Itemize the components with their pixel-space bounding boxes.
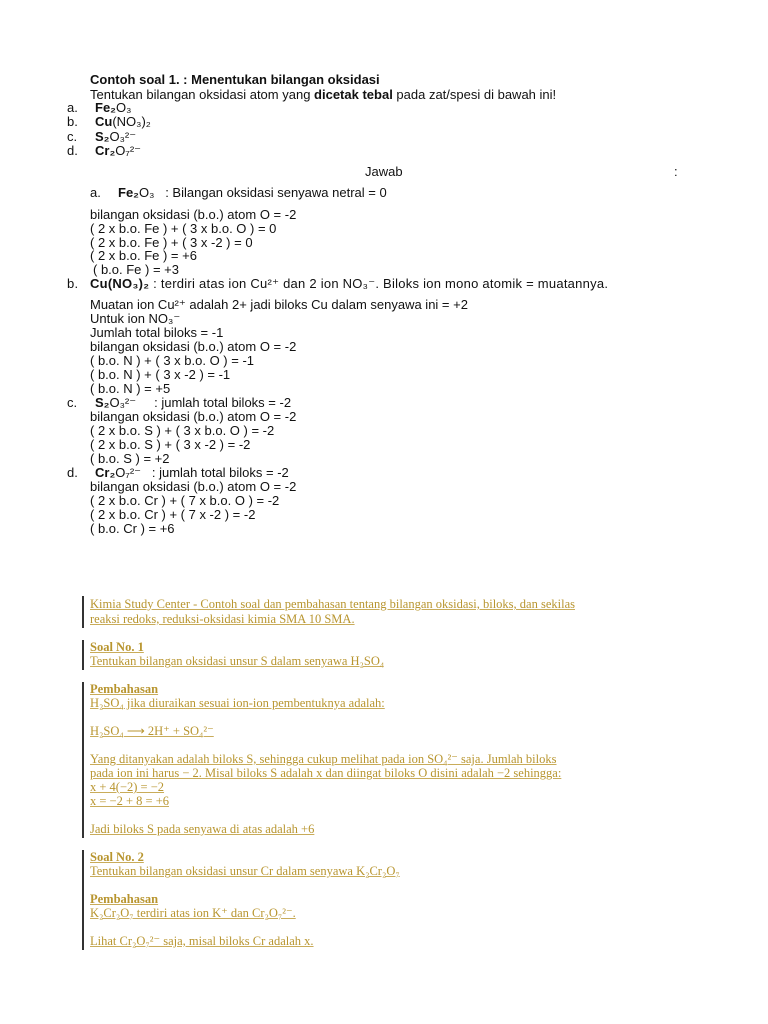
instruction: Tentukan bilangan oksidasi atom yang dicetak tebal pada zat/spesi di bawah ini! xyxy=(90,87,557,102)
answer-b-line: Muatan ion Cu²⁺ adalah 2+ jadi biloks Cu dalam senyawa ini = +2 xyxy=(90,297,468,312)
answer-a-line: ( 2 x b.o. Fe ) = +6 xyxy=(90,248,197,263)
pembahasan1-line[interactable]: Jadi biloks S pada senyawa di atas adalah +6 xyxy=(90,822,315,836)
answer-a-line: ( b.o. Fe ) = +3 xyxy=(93,262,179,277)
answer-b-line: Untuk ion NO₃⁻ xyxy=(90,311,181,326)
soal2-title[interactable]: Soal No. 2 xyxy=(90,850,144,864)
answer-b-line: ( b.o. N ) + ( 3 x -2 ) = -1 xyxy=(90,367,231,382)
pembahasan1-title[interactable]: Pembahasan xyxy=(90,682,159,696)
answer-d-header: d. Cr₂O₇²⁻ : jumlah total biloks = -2 xyxy=(67,465,289,480)
answer-b-line: ( b.o. N ) + ( 3 x b.o. O ) = -1 xyxy=(90,353,254,368)
item-c: c. S₂O₃²⁻ xyxy=(67,129,137,144)
answer-b-line: Jumlah total biloks = -1 xyxy=(90,325,224,340)
answer-a-line: ( 2 x b.o. Fe ) + ( 3 x b.o. O ) = 0 xyxy=(90,221,277,236)
soal1-title[interactable]: Soal No. 1 xyxy=(90,640,144,654)
quote-bar xyxy=(82,682,84,838)
soal2-text[interactable]: Tentukan bilangan oksidasi unsur Cr dalam senyawa K₂Cr₂O₇ xyxy=(90,864,400,878)
quote-bar xyxy=(82,596,84,628)
quote-bar xyxy=(82,640,84,670)
pembahasan1-line[interactable]: Yang ditanyakan adalah biloks S, sehingga cukup melihat pada ion SO₄²⁻ saja. Jumlah biloks xyxy=(90,752,557,766)
answer-b-line: bilangan oksidasi (b.o.) atom O = -2 xyxy=(90,339,297,354)
soal1-text[interactable]: Tentukan bilangan oksidasi unsur S dalam senyawa H₂SO₄ xyxy=(90,654,385,668)
pembahasan1-line[interactable]: pada ion ini harus − 2. Misal biloks S adalah x dan diingat biloks O disini adalah −2 sehingga: xyxy=(90,766,562,780)
answer-d-line: bilangan oksidasi (b.o.) atom O = -2 xyxy=(90,479,297,494)
pembahasan2-line[interactable]: K₂Cr₂O₇ terdiri atas ion K⁺ dan Cr₂O₇²⁻. xyxy=(90,906,296,920)
answer-a-line: ( 2 x b.o. Fe ) + ( 3 x -2 ) = 0 xyxy=(90,235,253,250)
answer-d-line: ( 2 x b.o. Cr ) + ( 7 x b.o. O ) = -2 xyxy=(90,493,280,508)
quote-bar xyxy=(82,850,84,950)
answer-c-line: bilangan oksidasi (b.o.) atom O = -2 xyxy=(90,409,297,424)
answer-c-line: ( 2 x b.o. S ) + ( 3 x b.o. O ) = -2 xyxy=(90,423,275,438)
item-a: a. Fe₂O₃ xyxy=(67,100,132,115)
item-b: b. Cu(NO₃)₂ xyxy=(67,114,151,129)
answer-d-line: ( b.o. Cr ) = +6 xyxy=(90,521,175,536)
item-d: d. Cr₂O₇²⁻ xyxy=(67,143,142,158)
pembahasan2-title[interactable]: Pembahasan xyxy=(90,892,159,906)
pembahasan1-line[interactable]: x + 4(−2) = −2 xyxy=(90,780,165,794)
web-intro-link[interactable]: Kimia Study Center - Contoh soal dan pembahasan tentang bilangan oksidasi, biloks, dan sekilas xyxy=(90,597,575,611)
answer-a-header: a. Fe₂O₃ : Bilangan oksidasi senyawa netral = 0 xyxy=(90,185,387,200)
pembahasan1-line[interactable]: H₂SO₄ jika diuraikan sesuai ion-ion pembentuknya adalah: xyxy=(90,696,385,710)
answer-b-header: b. Cu(NO₃)₂ : terdiri atas ion Cu²⁺ dan 2 ion NO₃⁻. Biloks ion mono atomik = muatannya. xyxy=(67,276,609,291)
answer-b-line: ( b.o. N ) = +5 xyxy=(90,381,171,396)
pembahasan1-line[interactable]: H₂SO₄ ⟶ 2H⁺ + SO₄²⁻ xyxy=(90,724,214,738)
web-intro-link[interactable]: reaksi redoks, reduksi-oksidasi kimia SMA 10 SMA. xyxy=(90,612,355,626)
answer-heading: Jawab xyxy=(365,164,403,179)
pembahasan2-line[interactable]: Lihat Cr₂O₇²⁻ saja, misal biloks Cr adalah x. xyxy=(90,934,314,948)
answer-c-line: ( 2 x b.o. S ) + ( 3 x -2 ) = -2 xyxy=(90,437,251,452)
answer-c-line: ( b.o. S ) = +2 xyxy=(90,451,170,466)
answer-colon: : xyxy=(674,164,678,179)
answer-a-line: bilangan oksidasi (b.o.) atom O = -2 xyxy=(90,207,297,222)
answer-d-line: ( 2 x b.o. Cr ) + ( 7 x -2 ) = -2 xyxy=(90,507,256,522)
answer-c-header: c. S₂O₃²⁻ : jumlah total biloks = -2 xyxy=(67,395,292,410)
doc-title: Contoh soal 1. : Menentukan bilangan oksidasi xyxy=(90,72,380,87)
pembahasan1-line[interactable]: x = −2 + 8 = +6 xyxy=(90,794,169,808)
